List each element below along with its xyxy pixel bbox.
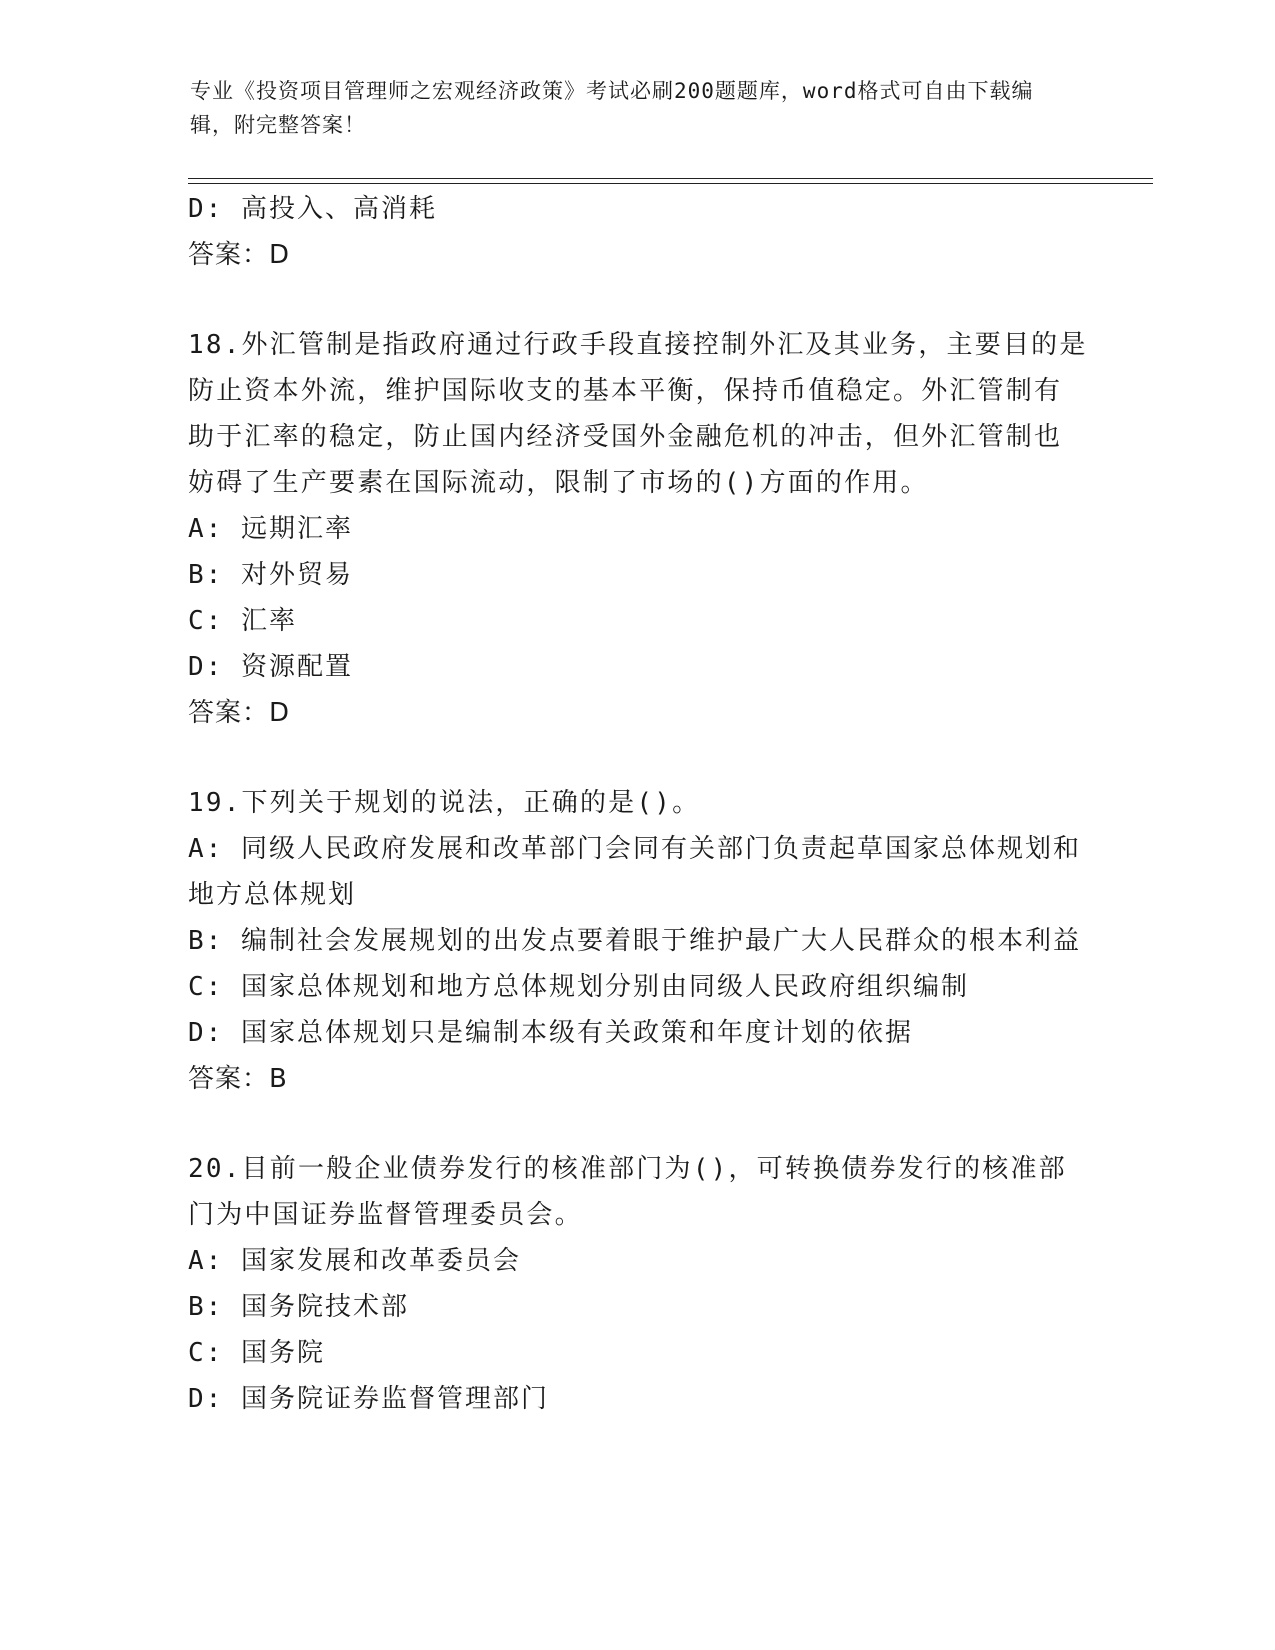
option-a: A: 远期汇率 [188, 514, 353, 544]
option-b: B: 对外贸易 [188, 560, 353, 590]
question-answer: 答案：D [188, 698, 291, 728]
spacer [188, 278, 1088, 322]
option-d: D: 国务院证券监督管理部门 [188, 1384, 549, 1414]
document-body [188, 186, 1088, 1422]
question-text: 19.下列关于规划的说法，正确的是()。 [188, 788, 701, 818]
question-20 [188, 1146, 1088, 1422]
option-c: C: 国务院 [188, 1338, 325, 1368]
prev-question-option-d: D: 高投入、高消耗 [188, 194, 437, 224]
question-text: 18.外汇管制是指政府通过行政手段直接控制外汇及其业务，主要目的是防止资本外流，维护国际收支的基本平衡，保持币值稳定。外汇管制有助于汇率的稳定，防止国内经济受国外金融危机的冲击，但外汇管制也妨碍了生产要素在国际流动，限制了市场的()方面的作用。 [188, 330, 1088, 498]
document-header: 专业《投资项目管理师之宏观经济政策》考试必刷200题题库，word格式可自由下载编辑，附完整答案！ [190, 79, 1034, 137]
option-d: D: 资源配置 [188, 652, 353, 682]
question-18 [188, 322, 1088, 736]
question-answer: 答案：B [188, 1064, 288, 1094]
question-text: 20.目前一般企业债券发行的核准部门为()，可转换债券发行的核准部门为中国证券监督管理委员会。 [188, 1154, 1067, 1230]
option-b: B: 编制社会发展规划的出发点要着眼于维护最广大人民群众的根本利益 [188, 926, 1081, 956]
option-b: B: 国务院技术部 [188, 1292, 409, 1322]
prev-question-answer: 答案：D [188, 240, 291, 270]
spacer [188, 736, 1088, 780]
spacer [188, 1102, 1088, 1146]
option-a: A: 同级人民政府发展和改革部门会同有关部门负责起草国家总体规划和地方总体规划 [188, 834, 1081, 910]
option-c: C: 汇率 [188, 606, 297, 636]
header-divider [188, 178, 1153, 184]
option-a: A: 国家发展和改革委员会 [188, 1246, 521, 1276]
option-d: D: 国家总体规划只是编制本级有关政策和年度计划的依据 [188, 1018, 913, 1048]
question-19 [188, 780, 1088, 1102]
option-c: C: 国家总体规划和地方总体规划分别由同级人民政府组织编制 [188, 972, 969, 1002]
